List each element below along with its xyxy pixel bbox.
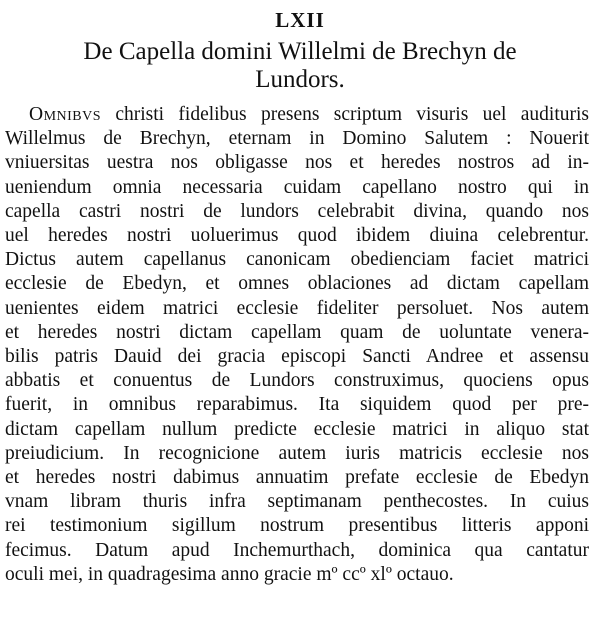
text-line-15: preiudicium. In recognicione autem iuris matricis ecclesie nos [5,442,589,464]
text-line-7: Dictus autem capellanus canonicam obedienciam faciet matrici [5,249,589,271]
text-line-10: et heredes nostri dictam capellam quam de uoluntate venera- [5,321,589,343]
text-line-13: fuerit, in omnibus reparabimus. Ita siquidem quod per pre- [5,394,589,416]
text-line-8: ecclesie de Ebedyn, et omnes oblaciones ad dictam capellam [5,273,589,295]
charter-number: LXII [275,8,325,32]
charter-title-line-2: Lundors. [255,66,345,93]
text-line-2: Willelmus de Brechyn, eternam in Domino Salutem : Nouerit [5,128,589,150]
text-line-19: fecimus. Datum apud Inchemurthach, dominica qua cantatur [5,539,589,561]
text-line-5: capella castri nostri de lundors celebrabit divina, quando nos [5,200,589,222]
text-line-17: vnam libram thuris infra septimanam penthecostes. In cuius [5,491,589,513]
text-line-14: dictam capellam nullum predicte ecclesie matrici in aliquo stat [5,418,589,440]
charter-title [40,38,560,94]
text-line-20: oculi mei, in quadragesima anno gracie mº ccº xlº octauo. [5,563,454,585]
text-line-11: bilis patris Dauid dei gracia episcopi Sancti Andree et assensu [5,346,589,368]
text-line-4: ueniendum omnia necessaria cuidam capellano nostro qui in [5,176,589,198]
charter-title-line-1: De Capella domini Willelmi de Brechyn de [83,38,517,65]
initial-word: Omnibvs [29,104,102,125]
text-line-12: abbatis et conuentus de Lundors construximus, quociens opus [5,370,589,392]
text-line-1-rest: christi fidelibus presens scriptum visuris uel audituris [101,104,589,125]
text-line-16: et heredes nostri dabimus annuatim prefate ecclesie de Ebedyn [5,467,589,489]
charter-body [5,103,589,587]
text-line-6: uel heredes nostri uoluerimus quod ibidem diuina celebrentur. [5,225,589,247]
text-line-1 [5,103,589,127]
text-line-3: vniuersitas uestra nos obligasse nos et heredes nostros ad in- [5,152,589,174]
text-line-9: uenientes eidem matrici ecclesie fideliter persoluet. Nos autem [5,297,589,319]
text-line-18: rei testimonium sigillum nostrum presentibus litteris apponi [5,515,589,537]
